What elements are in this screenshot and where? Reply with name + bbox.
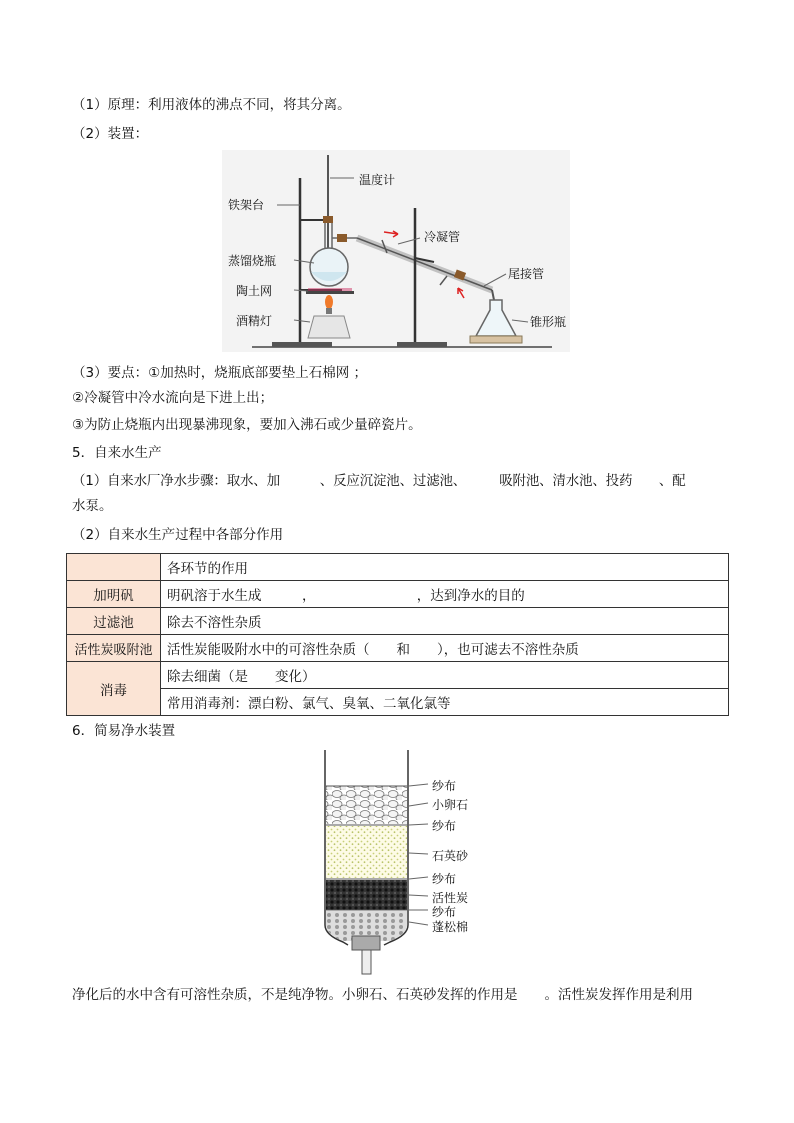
layer-label: 蓬松棉: [432, 920, 469, 934]
section5-title: 5．自来水生产: [72, 445, 162, 461]
label-condenser: 冷凝管: [424, 230, 461, 244]
label-lamp: 酒精灯: [236, 314, 273, 328]
header-cell: 各环节的作用: [161, 554, 729, 581]
table-row: [67, 608, 729, 635]
key-point-3: ③为防止烧瓶内出现暴沸现象，要加入沸石或少量碎瓷片。: [72, 417, 422, 433]
row-desc: 活性炭能吸附水中的可溶性杂质（ 和 ），也可滤去不溶性杂质: [161, 635, 729, 662]
principle-text: （1）原理：利用液体的沸点不同，将其分离。: [72, 97, 351, 113]
row-desc: 除去不溶性杂质: [161, 608, 729, 635]
row-desc: 明矾溶于水生成 ， ，达到净水的目的: [161, 581, 729, 608]
table-row: [67, 635, 729, 662]
layer-label: 纱布: [432, 905, 457, 919]
table-title: （2）自来水生产过程中各部分作用: [72, 527, 284, 543]
layer-label: 石英砂: [432, 849, 469, 863]
steps-line-1: （1）自来水厂净水步骤：取水、加 、反应沉淀池、过滤池、 吸附池、清水池、投药 、配: [72, 473, 686, 489]
label-adapter: 尾接管: [508, 267, 545, 281]
table-row: [67, 689, 729, 716]
table-row: [67, 662, 729, 689]
row-name: 加明矾: [67, 581, 161, 608]
section6-title: 6．简易净水装置: [72, 723, 176, 739]
row-desc: 除去细菌（是 变化）: [161, 662, 729, 689]
table-row: [67, 581, 729, 608]
key-point-2: ②冷凝管中冷水流向是下进上出；: [72, 390, 274, 406]
row-name: 过滤池: [67, 608, 161, 635]
label-iron-stand: 铁架台: [228, 198, 265, 212]
water-filter-diagram: [318, 750, 488, 980]
layer-label: 纱布: [432, 779, 457, 793]
row-desc-2: 常用消毒剂：漂白粉、氯气、臭氧、二氧化氯等: [161, 689, 729, 716]
layer-label: 小卵石: [432, 798, 469, 812]
layer-label: 纱布: [432, 819, 457, 833]
row-name: 消毒: [67, 662, 161, 716]
water-filter-drawing: [318, 750, 488, 980]
distillation-apparatus-drawing: [222, 150, 570, 352]
header-empty-cell: [67, 554, 161, 581]
apparatus-title: （2）装置：: [72, 126, 149, 142]
key-point-1: （3）要点：①加热时，烧瓶底部要垫上石棉网 ；: [72, 365, 367, 381]
label-gauze: 陶土网: [236, 284, 273, 298]
row-name: 活性炭吸附池: [67, 635, 161, 662]
label-flask: 蒸馏烧瓶: [228, 254, 277, 268]
label-conical-flask: 锥形瓶: [530, 315, 567, 329]
distillation-diagram: [222, 150, 570, 352]
label-thermometer: 温度计: [359, 173, 396, 187]
conclusion-text: 净化后的水中含有可溶性杂质，不是纯净物。小卵石、石英砂发挥的作用是 。活性炭发挥作用是利用: [72, 987, 693, 1003]
steps-line-2: 水泵。: [72, 498, 113, 514]
layer-label: 纱布: [432, 872, 457, 886]
layer-label: 活性炭: [432, 891, 469, 905]
table-header-row: [67, 554, 729, 581]
water-process-table: [66, 553, 729, 716]
